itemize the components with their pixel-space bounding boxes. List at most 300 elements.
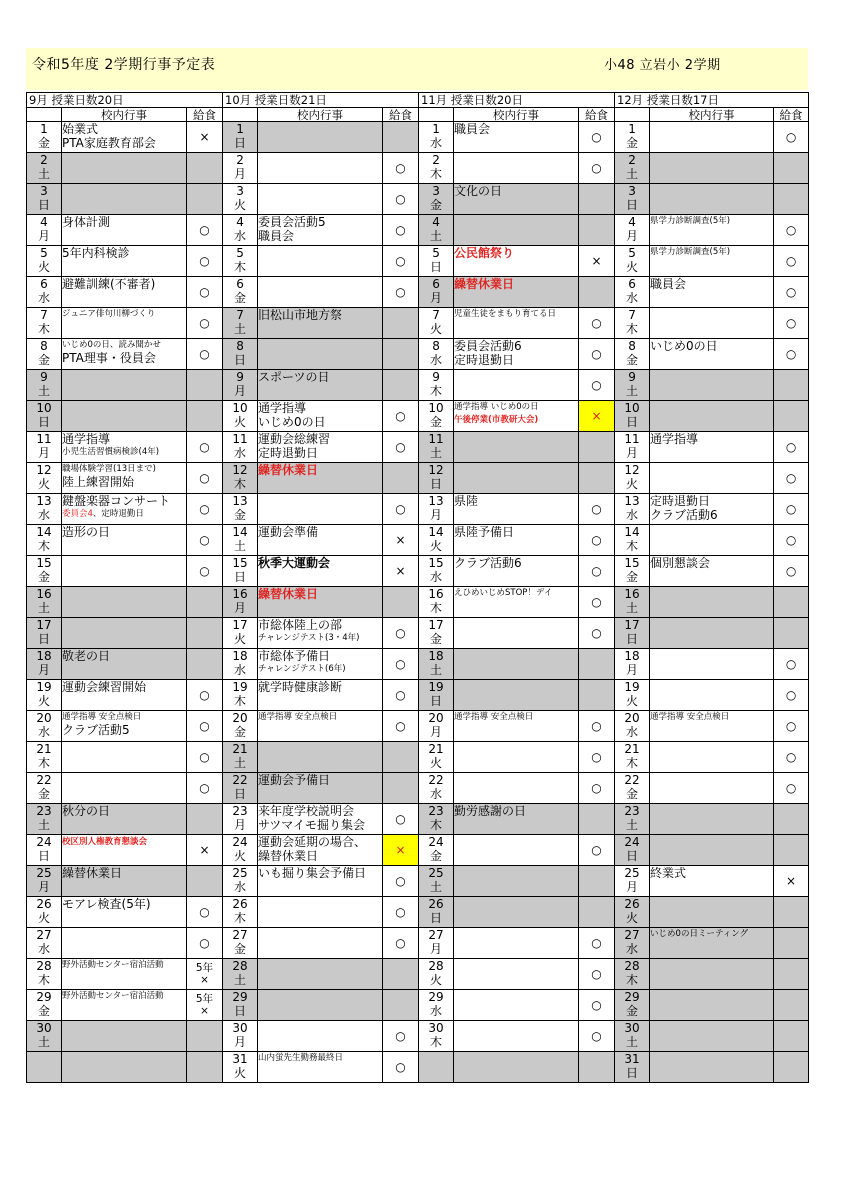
event-text: 通学指導 [62,432,111,446]
weekday: 土 [626,384,639,398]
lunch-cell [187,618,223,649]
date-cell [615,866,650,897]
date-cell [615,1052,650,1083]
event-cell [650,215,774,246]
event-text: 運動会延期の場合、 [258,835,367,849]
event-cell [454,277,579,308]
month-header-row [27,93,809,108]
event-cell [258,804,383,835]
event-cell [650,835,774,866]
date-cell [419,432,454,463]
lunch-cell [774,153,809,184]
event-text: 県陸 [454,494,479,508]
day-number: 29 [624,990,640,1004]
date-cell [27,153,62,184]
lunch-cell: ○ [187,277,223,308]
day-number: 22 [428,773,444,787]
weekday: 火 [37,260,50,274]
day-number: 20 [36,711,52,725]
lunch-cell: × [774,866,809,897]
lunch-cell: ○ [187,897,223,928]
weekday: 金 [37,1004,50,1018]
weekday: 火 [37,477,50,491]
lunch-cell: ○ [383,866,419,897]
weekday: 水 [234,446,247,460]
weekday: 土 [37,601,50,615]
event-text: 県学力診断調査(5年) [650,247,731,257]
day-number: 15 [428,556,444,570]
event-text: 陸上練習開始 [62,475,135,489]
date-cell [223,556,258,587]
day-number: 16 [624,587,640,601]
lunch-cell [579,463,615,494]
table-row [27,804,809,835]
weekday: 日 [234,787,247,801]
lunch-cell [187,184,223,215]
day-number: 23 [624,804,640,818]
table-row [27,1021,809,1052]
event-text: 通学指導 安全点検日 [650,712,730,722]
event-cell [258,432,383,463]
date-cell [223,618,258,649]
lunch-cell: × [383,556,419,587]
table-row [27,339,809,370]
event-text: クラブ活動5 [62,723,130,737]
lunch-mark-part: 5年 [195,962,214,974]
date-cell [223,246,258,277]
date-cell [419,401,454,432]
weekday: 土 [430,880,443,894]
date-cell [223,215,258,246]
lunch-cell [774,990,809,1021]
lunch-cell: ○ [579,339,615,370]
lunch-cell: ○ [579,990,615,1021]
month-header: 11月 授業日数20日 [419,93,615,108]
day-number: 15 [36,556,52,570]
day-number: 22 [624,773,640,787]
event-text: 通学指導 [650,432,699,446]
weekday: 木 [626,322,639,336]
date-cell [615,122,650,153]
date-cell [223,649,258,680]
lunch-cell: ○ [774,711,809,742]
event-cell [62,773,187,804]
weekday: 日 [430,477,443,491]
weekday: 金 [234,725,247,739]
event-cell [258,1021,383,1052]
weekday: 水 [430,136,443,150]
event-cell [62,184,187,215]
day-number: 23 [36,804,52,818]
column-header-row [27,108,809,122]
day-number: 29 [36,990,52,1004]
date-cell [27,773,62,804]
event-text: 山内蛍先生勤務最終日 [258,1053,344,1063]
lunch-cell: ○ [579,587,615,618]
event-cell [454,897,579,928]
event-cell [454,153,579,184]
event-cell [258,122,383,153]
date-cell [223,897,258,928]
schedule-table [26,92,809,1083]
event-cell [650,525,774,556]
lunch-cell [187,587,223,618]
table-row [27,773,809,804]
day-number: 25 [232,866,248,880]
event-text: 避難訓練(不審者) [62,277,156,291]
weekday: 月 [37,663,50,677]
weekday: 木 [626,756,639,770]
day-number: 1 [236,122,244,136]
event-text: クラブ活動6 [454,556,522,570]
event-cell [258,215,383,246]
event-cell [650,308,774,339]
lunch-cell: ○ [383,618,419,649]
event-cell [62,618,187,649]
date-cell [27,587,62,618]
day-number: 11 [232,432,248,446]
weekday: 水 [430,570,443,584]
day-number: 4 [40,215,48,229]
event-cell [454,680,579,711]
event-text: いも掘り集会予備日 [258,866,367,880]
lunch-cell: ○ [774,308,809,339]
table-row [27,680,809,711]
event-cell [258,277,383,308]
weekday: 水 [430,787,443,801]
weekday: 木 [430,384,443,398]
day-number: 11 [428,432,444,446]
weekday: 木 [37,539,50,553]
day-number: 5 [628,246,636,260]
lunch-cell [774,1021,809,1052]
weekday: 日 [626,632,639,646]
event-cell [62,401,187,432]
date-cell [27,959,62,990]
event-cell [62,246,187,277]
day-number: 29 [428,990,444,1004]
day-number: 16 [232,587,248,601]
date-cell [419,711,454,742]
lunch-cell: ○ [187,928,223,959]
day-number: 23 [428,804,444,818]
weekday: 月 [234,384,247,398]
event-cell [650,184,774,215]
event-cell [650,246,774,277]
weekday: 木 [430,601,443,615]
weekday: 土 [430,229,443,243]
event-text: チャレンジテスト(3・4年) [258,633,360,643]
event-cell [454,370,579,401]
lunch-cell [774,897,809,928]
date-cell [27,680,62,711]
day-number: 10 [624,401,640,415]
day-number: 21 [36,742,52,756]
table-row [27,649,809,680]
weekday: 月 [626,663,639,677]
lunch-cell: ○ [774,494,809,525]
lunch-cell: ○ [383,928,419,959]
weekday: 水 [234,229,247,243]
date-cell [615,835,650,866]
lunch-cell [383,308,419,339]
table-row [27,215,809,246]
event-cell [62,587,187,618]
event-cell [650,587,774,618]
day-number: 22 [36,773,52,787]
weekday: 土 [234,539,247,553]
day-column-header [223,108,258,122]
day-number: 6 [432,277,440,291]
day-number: 8 [236,339,244,353]
weekday: 月 [626,229,639,243]
event-column-header: 校内行事 [454,108,579,122]
day-number: 11 [624,432,640,446]
weekday: 水 [37,291,50,305]
event-cell [62,680,187,711]
day-number: 21 [428,742,444,756]
weekday: 火 [37,694,50,708]
day-number: 24 [428,835,444,849]
date-cell [419,339,454,370]
weekday: 火 [626,911,639,925]
day-number: 3 [40,184,48,198]
event-text: 通学指導 いじめ0の日 [454,402,539,412]
event-cell [650,370,774,401]
weekday: 日 [37,849,50,863]
event-cell [650,401,774,432]
weekday: 火 [626,694,639,708]
event-cell [650,1052,774,1083]
day-number: 17 [232,618,248,632]
event-cell [454,835,579,866]
day-number: 13 [232,494,248,508]
lunch-cell: ○ [187,308,223,339]
day-number: 7 [40,308,48,322]
lunch-cell: ○ [187,680,223,711]
day-number: 18 [624,649,640,663]
lunch-cell: ○ [383,401,419,432]
weekday: 月 [430,725,443,739]
lunch-cell [579,804,615,835]
day-number: 9 [432,370,440,384]
day-number: 30 [624,1021,640,1035]
event-text: 秋分の日 [62,804,111,818]
date-cell [419,990,454,1021]
day-number: 22 [232,773,248,787]
day-number: 5 [40,246,48,260]
date-cell [27,494,62,525]
table-row [27,308,809,339]
weekday: 水 [37,942,50,956]
event-cell [62,494,187,525]
lunch-cell [187,990,223,1021]
event-cell [62,866,187,897]
date-cell [223,1021,258,1052]
event-text: 運動会準備 [258,525,319,539]
weekday: 火 [430,973,443,987]
event-cell [454,308,579,339]
table-row [27,897,809,928]
date-cell [27,556,62,587]
day-number: 10 [428,401,444,415]
event-cell [454,990,579,1021]
weekday: 日 [626,1066,639,1080]
lunch-cell: ○ [774,277,809,308]
date-cell [27,835,62,866]
lunch-cell [187,153,223,184]
weekday: 木 [37,973,50,987]
event-cell [454,525,579,556]
event-cell [650,153,774,184]
event-cell [62,370,187,401]
lunch-cell: ○ [774,742,809,773]
event-cell [258,835,383,866]
event-cell [454,804,579,835]
date-cell [615,184,650,215]
event-text-part: 委員会4 [62,509,93,519]
event-cell [454,1021,579,1052]
event-cell [650,897,774,928]
date-cell [223,122,258,153]
lunch-cell [187,804,223,835]
day-number: 21 [232,742,248,756]
day-column-header [27,108,62,122]
date-cell [223,494,258,525]
table-row [27,990,809,1021]
date-cell [223,835,258,866]
weekday: 日 [430,911,443,925]
weekday: 水 [37,725,50,739]
event-cell [650,990,774,1021]
lunch-cell: × [383,835,419,866]
day-number: 8 [432,339,440,353]
weekday: 水 [234,880,247,894]
day-number: 7 [236,308,244,322]
lunch-cell: ○ [579,153,615,184]
event-cell [454,649,579,680]
event-text: 野外活動センター宿泊活動 [62,960,164,970]
date-cell [615,959,650,990]
lunch-cell: ○ [187,432,223,463]
day-number: 25 [624,866,640,880]
title-banner [26,48,808,90]
weekday: 土 [37,167,50,181]
event-text: 個別懇談会 [650,556,711,570]
event-text: 小児生活習慣病検診(4年) [62,447,160,457]
weekday: 土 [430,663,443,677]
date-cell [419,246,454,277]
event-text: 繰替休業日 [258,587,319,601]
event-text: 文化の日 [454,184,503,198]
date-cell [223,463,258,494]
lunch-cell: ○ [774,246,809,277]
event-text: 通学指導 安全点検日 [258,712,338,722]
event-text: 通学指導 安全点検日 [454,712,534,722]
day-number: 26 [624,897,640,911]
weekday: 日 [234,353,247,367]
weekday: 水 [430,1004,443,1018]
lunch-cell [774,587,809,618]
lunch-cell [383,463,419,494]
date-cell [615,649,650,680]
date-cell [615,463,650,494]
weekday: 日 [37,632,50,646]
lunch-cell: ○ [383,184,419,215]
date-cell [223,866,258,897]
event-cell [258,494,383,525]
weekday: 土 [37,1035,50,1049]
date-cell [615,618,650,649]
lunch-cell [383,990,419,1021]
day-number: 16 [36,587,52,601]
day-number: 25 [428,866,444,880]
lunch-cell: ○ [774,463,809,494]
table-row [27,742,809,773]
date-cell [27,277,62,308]
lunch-column-header: 給食 [579,108,615,122]
day-number: 17 [624,618,640,632]
lunch-cell: ○ [187,525,223,556]
event-cell [258,618,383,649]
event-text: えひめいじめSTOP！デイ [454,588,553,598]
event-cell [62,990,187,1021]
date-cell [615,215,650,246]
event-text: 就学時健康診断 [258,680,343,694]
day-number: 19 [624,680,640,694]
weekday: 土 [37,818,50,832]
day-number: 7 [432,308,440,322]
weekday: 火 [430,756,443,770]
day-column-header [615,108,650,122]
event-cell [62,153,187,184]
date-cell [615,432,650,463]
date-cell [27,246,62,277]
lunch-cell: × [579,246,615,277]
lunch-column-header: 給食 [187,108,223,122]
weekday: 金 [234,508,247,522]
day-number: 1 [40,122,48,136]
table-row [27,432,809,463]
event-text: 旧松山市地方祭 [258,308,343,322]
month-header: 12月 授業日数17日 [615,93,809,108]
weekday: 木 [234,911,247,925]
date-cell [223,742,258,773]
month-header: 9月 授業日数20日 [27,93,223,108]
day-number: 24 [36,835,52,849]
date-cell [419,928,454,959]
event-text: 運動会予備日 [258,773,331,787]
weekday: 木 [234,477,247,491]
day-number: 24 [624,835,640,849]
lunch-cell: ○ [383,246,419,277]
lunch-cell [383,122,419,153]
weekday: 日 [234,1004,247,1018]
day-number: 20 [624,711,640,725]
day-number: 27 [624,928,640,942]
day-number: 23 [232,804,248,818]
weekday: 土 [37,384,50,398]
lunch-cell [383,742,419,773]
date-cell [615,153,650,184]
lunch-cell [774,401,809,432]
date-cell [419,866,454,897]
day-number: 4 [432,215,440,229]
day-number: 10 [232,401,248,415]
date-cell [223,773,258,804]
event-cell [258,370,383,401]
date-cell [27,463,62,494]
